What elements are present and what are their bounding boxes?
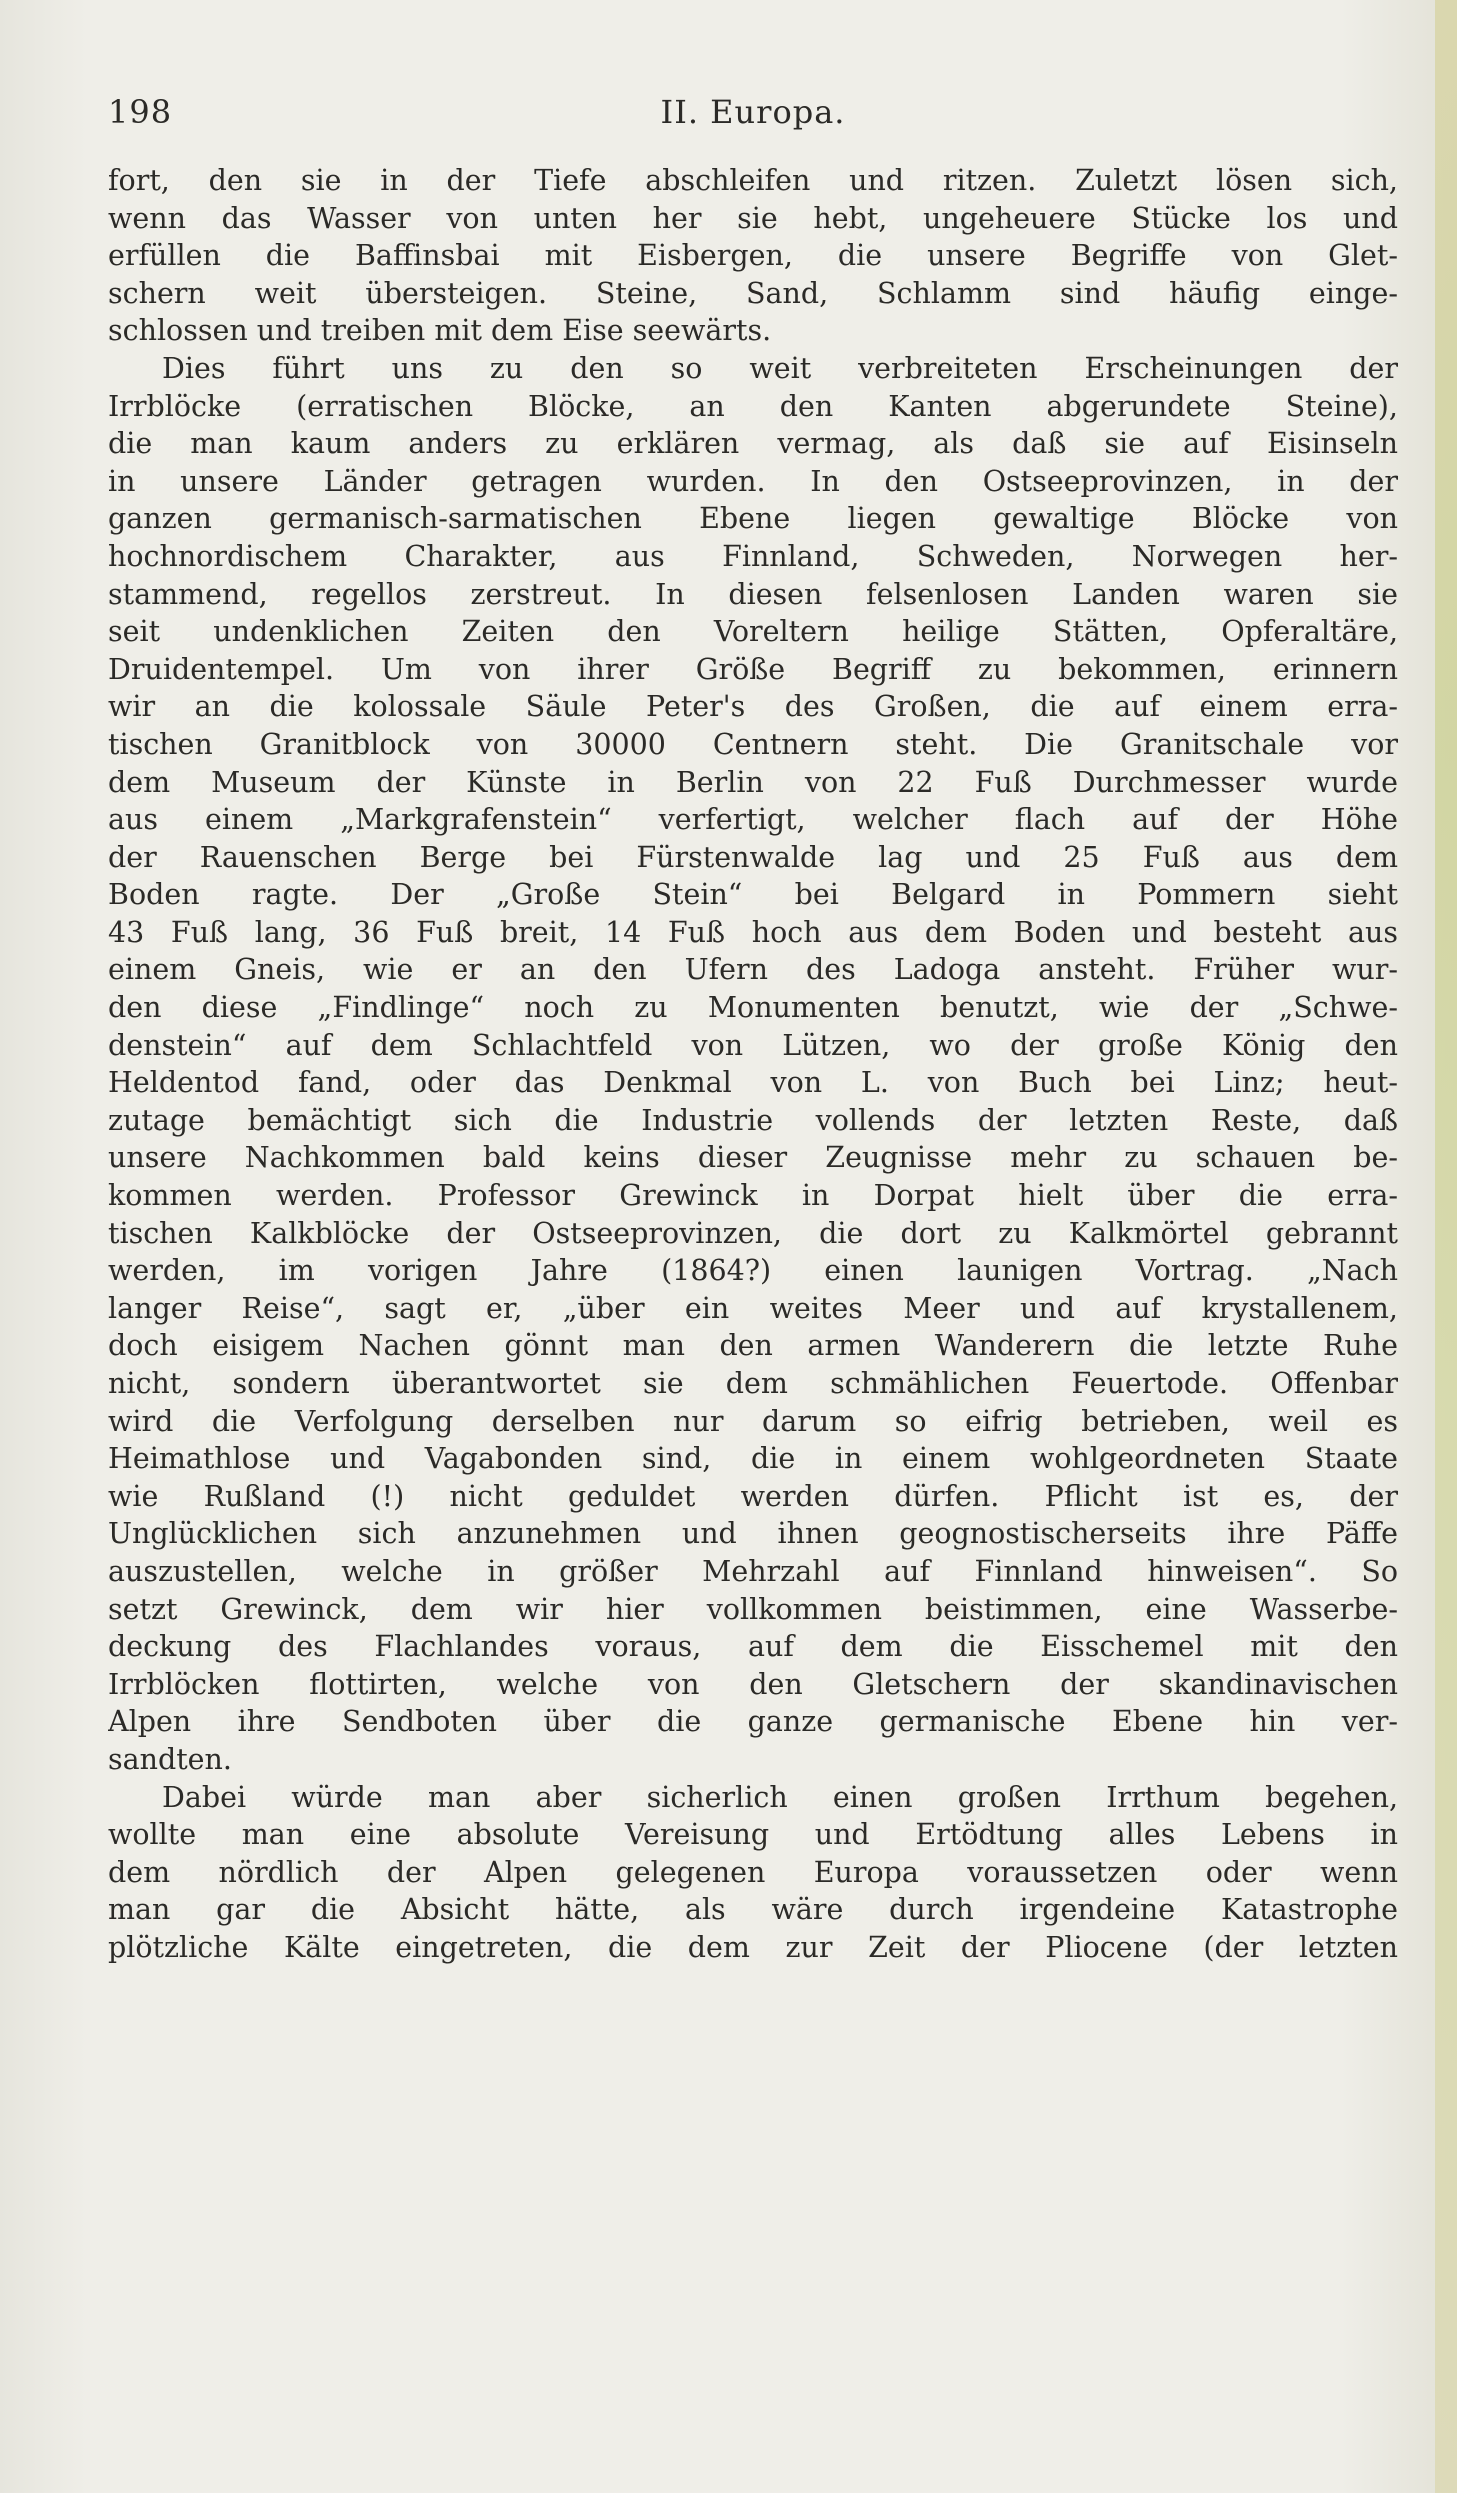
text-line: auszustellen, welche in größer Mehrzahl auf Finnland hinweisen“. So — [108, 1554, 1398, 1588]
text-line: wie Rußland (!) nicht geduldet werden dürfen. Pflicht ist es, der — [108, 1479, 1398, 1513]
text-line: wir an die kolossale Säule Peter's des Großen, die auf einem erra- — [108, 690, 1398, 724]
text-line: Heldentod fand, oder das Denkmal von L. von Buch bei Linz; heut- — [108, 1066, 1398, 1100]
text-line: wird die Verfolgung derselben nur darum so eifrig betrieben, weil es — [108, 1404, 1398, 1438]
body-text — [108, 162, 1398, 1967]
page-edge-discoloration — [1435, 0, 1457, 2493]
text-line: hochnordischem Charakter, aus Finnland, Schweden, Norwegen her- — [108, 539, 1398, 573]
text-line: fort, den sie in der Tiefe abschleifen und ritzen. Zuletzt lösen sich, — [108, 164, 1398, 197]
text-line: unsere Nachkommen bald keins dieser Zeugnisse mehr zu schauen be- — [108, 1141, 1398, 1175]
text-line: einem Gneis, wie er an den Ufern des Ladoga ansteht. Früher wur- — [108, 953, 1398, 987]
text-line: seit undenklichen Zeiten den Voreltern heilige Stätten, Opferaltäre, — [108, 615, 1398, 649]
text-line: plötzliche Kälte eingetreten, die dem zur Zeit der Pliocene (der letzten — [108, 1930, 1398, 1964]
text-line: 43 Fuß lang, 36 Fuß breit, 14 Fuß hoch aus dem Boden und besteht aus — [108, 915, 1398, 949]
text-line: tischen Kalkblöcke der Ostseeprovinzen, die dort zu Kalkmörtel gebrannt — [108, 1216, 1398, 1250]
text-line: schern weit übersteigen. Steine, Sand, Schlamm sind häufig einge- — [108, 276, 1398, 310]
text-line: werden, im vorigen Jahre (1864?) einen launigen Vortrag. „Nach — [108, 1254, 1398, 1288]
text-line: Dies führt uns zu den so weit verbreiteten Erscheinungen der — [162, 351, 1398, 385]
text-line: tischen Granitblock von 30000 Centnern steht. Die Granitschale vor — [108, 727, 1398, 761]
text-line: Druidentempel. Um von ihrer Größe Begriff zu bekommen, erinnern — [108, 652, 1398, 686]
text-line: der Rauenschen Berge bei Fürstenwalde lag und 25 Fuß aus dem — [108, 840, 1398, 874]
text-line: dem Museum der Künste in Berlin von 22 Fuß Durchmesser wurde — [108, 765, 1398, 799]
text-line: zutage bemächtigt sich die Industrie vollends der letzten Reste, daß — [108, 1103, 1398, 1137]
page-header — [108, 92, 1398, 152]
text-line: Boden ragte. Der „Große Stein“ bei Belgard in Pommern sieht — [108, 878, 1398, 912]
text-line: die man kaum anders zu erklären vermag, als daß sie auf Eisinseln — [108, 427, 1398, 461]
text-line: schlossen und treiben mit dem Eise seewärts. — [108, 314, 772, 348]
text-line: sandten. — [108, 1742, 232, 1776]
text-line: nicht, sondern überantwortet sie dem schmählichen Feuertode. Offenbar — [108, 1367, 1398, 1400]
running-head: II. Europa. — [660, 93, 846, 131]
text-line: doch eisigem Nachen gönnt man den armen Wanderern die letzte Ruhe — [108, 1329, 1398, 1363]
text-line: wenn das Wasser von unten her sie hebt, ungeheuere Stücke los und — [108, 201, 1398, 235]
text-line: deckung des Flachlandes voraus, auf dem die Eisschemel mit den — [108, 1630, 1398, 1664]
text-line: Heimathlose und Vagabonden sind, die in einem wohlgeordneten Staate — [108, 1442, 1398, 1476]
text-line: denstein“ auf dem Schlachtfeld von Lützen, wo der große König den — [108, 1028, 1398, 1062]
text-line: Irrblöcke (erratischen Blöcke, an den Kanten abgerundete Steine), — [108, 389, 1398, 423]
text-line: ganzen germanisch-sarmatischen Ebene liegen gewaltige Blöcke von — [108, 502, 1398, 536]
text-line: dem nördlich der Alpen gelegenen Europa voraussetzen oder wenn — [108, 1855, 1398, 1889]
text-line: stammend, regellos zerstreut. In diesen felsenlosen Landen waren sie — [108, 577, 1398, 611]
text-line: langer Reise“, sagt er, „über ein weites Meer und auf krystallenem, — [108, 1291, 1398, 1325]
text-line: wollte man eine absolute Vereisung und Ertödtung alles Lebens in — [108, 1818, 1398, 1852]
text-line: erfüllen die Baffinsbai mit Eisbergen, die unsere Begriffe von Glet- — [108, 239, 1398, 273]
page-number: 198 — [108, 93, 173, 131]
text-line: in unsere Länder getragen wurden. In den Ostseeprovinzen, in der — [108, 464, 1398, 498]
text-line: kommen werden. Professor Grewinck in Dorpat hielt über die erra- — [108, 1179, 1398, 1213]
text-line: Alpen ihre Sendboten über die ganze germanische Ebene hin ver- — [108, 1705, 1398, 1739]
text-line: setzt Grewinck, dem wir hier vollkommen beistimmen, eine Wasserbe- — [108, 1592, 1398, 1626]
text-line: Unglücklichen sich anzunehmen und ihnen geognostischerseits ihre Päffe — [108, 1517, 1398, 1551]
text-line: Dabei würde man aber sicherlich einen großen Irrthum begehen, — [162, 1780, 1398, 1814]
text-line: den diese „Findlinge“ noch zu Monumenten benutzt, wie der „Schwe- — [108, 991, 1398, 1025]
text-line: Irrblöcken flottirten, welche von den Gletschern der skandinavischen — [108, 1667, 1398, 1701]
text-line: aus einem „Markgrafenstein“ verfertigt, welcher flach auf der Höhe — [108, 803, 1398, 837]
text-line: man gar die Absicht hätte, als wäre durch irgendeine Katastrophe — [108, 1893, 1398, 1927]
